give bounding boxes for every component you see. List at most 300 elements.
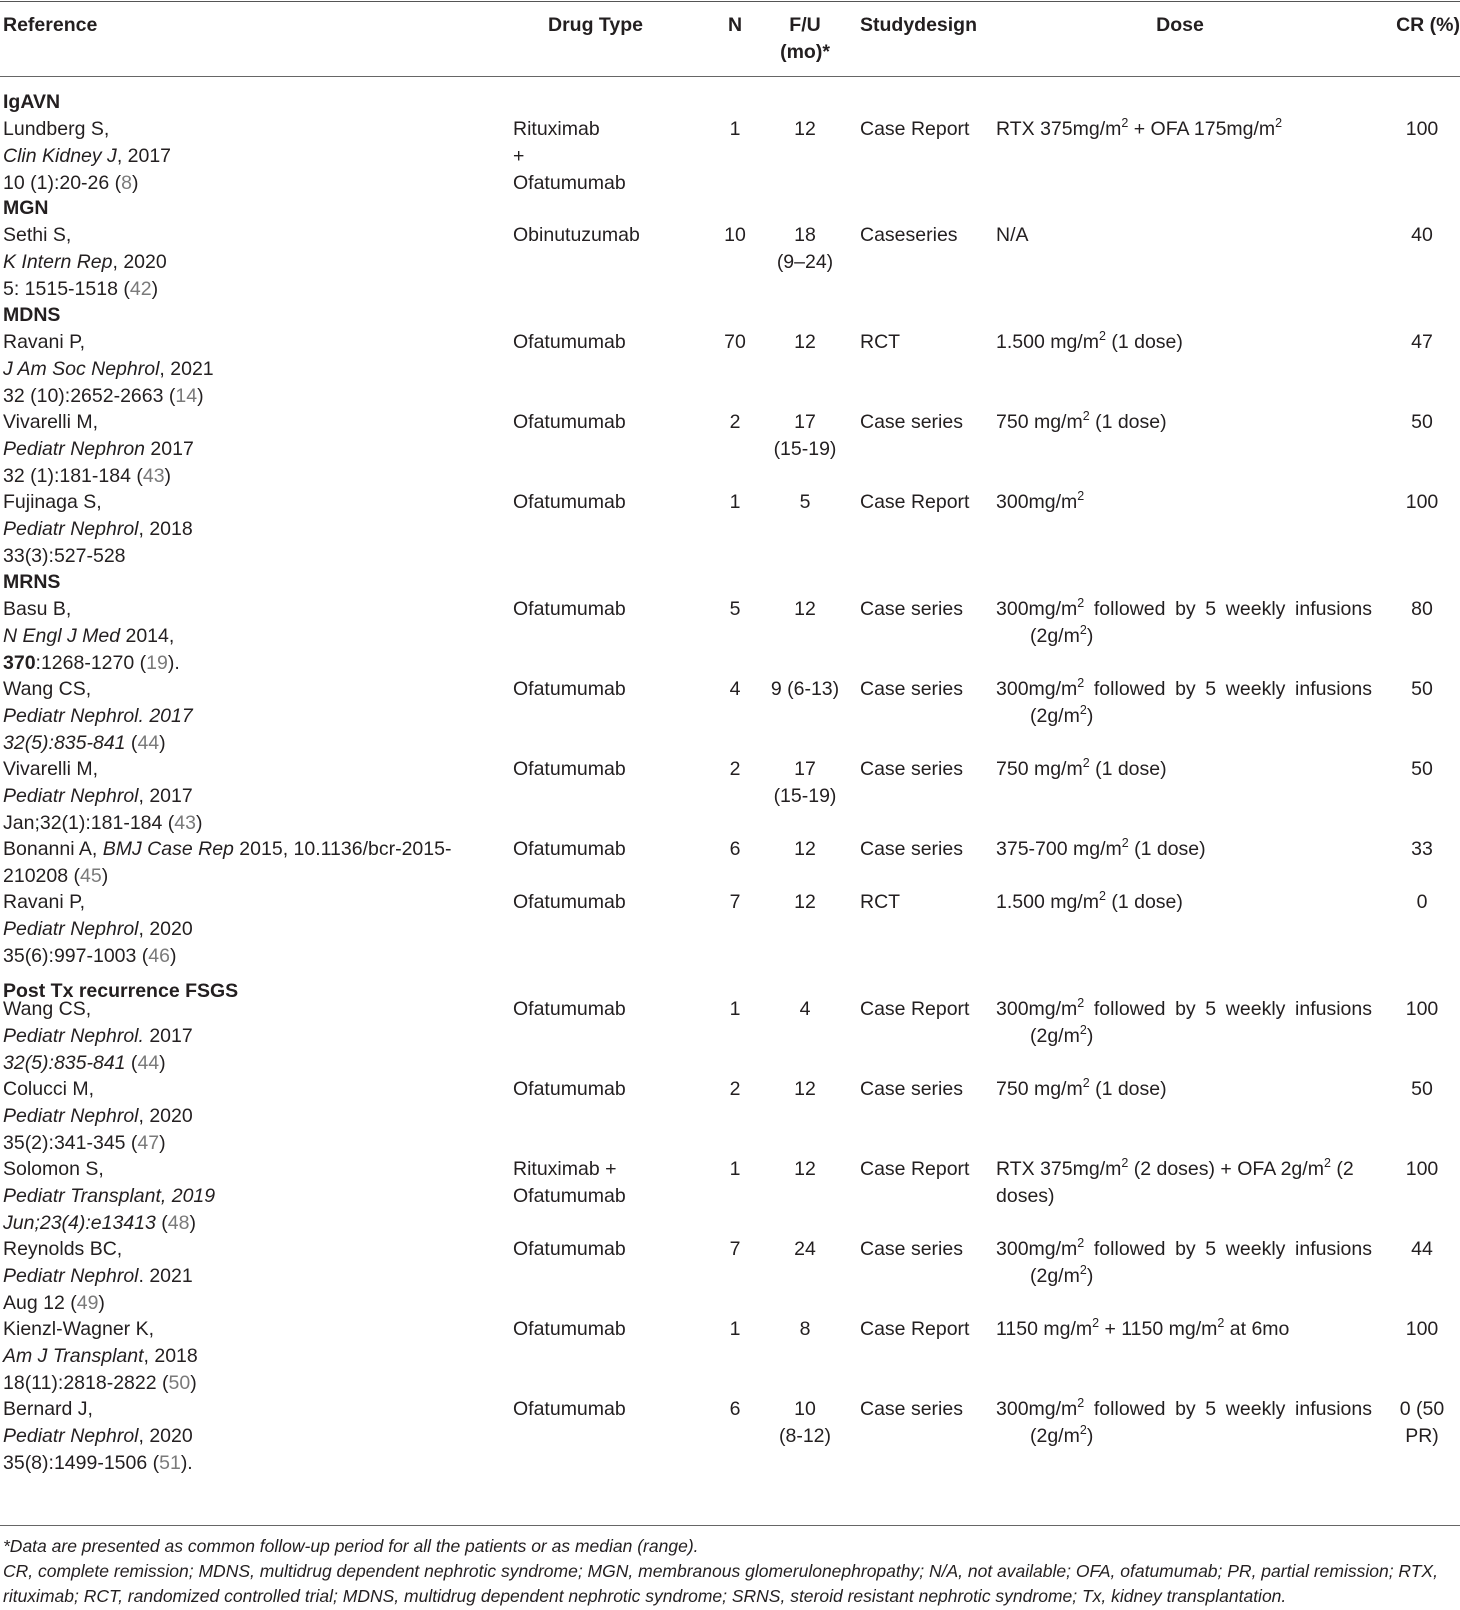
follow-up-cell: 4 — [799, 998, 811, 1020]
reference-volume: ( — [155, 1212, 168, 1235]
citation-number: 44 — [137, 1052, 160, 1075]
study-design-cell: Case series — [860, 678, 963, 700]
reference-volume-line — [3, 463, 483, 490]
dose-part-a: RTX 375mg/m — [996, 1158, 1122, 1180]
follow-up-cell: 10 (8-12) — [778, 1398, 832, 1448]
reference-author: Wang CS, — [3, 998, 92, 1020]
reference-journal-line — [3, 1263, 483, 1290]
drug-type-cell: Ofatumumab — [513, 891, 626, 913]
dose-cell — [996, 1236, 1372, 1290]
reference-volume-line — [3, 170, 483, 197]
dose-part-c: (2g/m — [1030, 1425, 1080, 1448]
citation-number: 45 — [79, 865, 102, 888]
reference-close: ) — [159, 1132, 166, 1155]
drug-type-cell: Ofatumumab — [513, 411, 626, 433]
dose-line-1 — [996, 596, 1372, 623]
reference-volume-line — [3, 276, 483, 303]
reference-volume-line — [3, 943, 483, 970]
follow-up-cell: 24 — [794, 1238, 816, 1260]
superscript-2: 2 — [1092, 1316, 1100, 1330]
reference-journal: Pediatr Nephron — [3, 438, 146, 461]
drug-type-cell: Ofatumumab — [513, 1318, 626, 1340]
dose-part-c: (2g/m — [1030, 625, 1080, 648]
reference-cell — [3, 116, 483, 198]
n-cell: 5 — [729, 598, 741, 620]
follow-up-cell: 12 — [794, 598, 816, 620]
reference-close: ) — [189, 1212, 196, 1235]
n-cell: 2 — [729, 758, 741, 780]
reference-year: , 2020 — [138, 918, 193, 941]
n-cell: 2 — [729, 411, 741, 433]
study-design-cell: Caseseries — [860, 224, 958, 246]
reference-year: 2017 — [143, 1025, 193, 1048]
dose-cell — [996, 116, 1372, 143]
dose-part-a: 1.500 mg/m — [996, 331, 1099, 353]
dose-part-b: (1 dose) — [1089, 758, 1167, 780]
dose-line-1 — [996, 996, 1372, 1023]
dose-cell — [996, 996, 1372, 1050]
footnote-abbreviations: CR, complete remission; MDNS, multidrug dependent nephrotic syndrome; MGN, membranous glomerulonephropathy; N/A, not available; OFA, ofatumumab; PR, partial remission; RTX, rituximab; RCT, randomized controlled trial; MDNS, multidrug dependent nephrotic syndrome; SRNS, steroid resistant nephrotic syndrome; Tx, kidney transplantation. — [3, 1561, 1438, 1606]
reference-journal-line — [3, 436, 483, 463]
n-cell: 1 — [729, 1318, 741, 1340]
reference-journal: BMJ Case Rep — [102, 838, 234, 860]
reference-journal: Pediatr Nephrol — [3, 918, 139, 941]
follow-up-cell: 8 — [799, 1318, 811, 1340]
superscript-2: 2 — [1077, 676, 1085, 690]
superscript-2: 2 — [1079, 1423, 1087, 1438]
reference-author — [3, 836, 483, 863]
section-mdns: MDNS — [3, 304, 61, 326]
dose-part-b: followed by 5 weekly infusions — [1084, 1398, 1372, 1420]
dose-line-2 — [996, 1263, 1372, 1290]
reference-volume: 35(2):341-345 ( — [3, 1132, 138, 1155]
citation-number: 19 — [146, 652, 168, 675]
dose-line-2 — [996, 1183, 1372, 1210]
reference-volume: 33(3):527-528 — [3, 545, 126, 568]
header-cr: CR (%) — [1396, 14, 1460, 36]
dose-cell — [996, 1396, 1372, 1450]
dose-cell — [996, 676, 1372, 730]
reference-year: , 2020 — [138, 1425, 193, 1448]
dose-line-1 — [996, 1396, 1372, 1423]
reference-close: ) — [101, 865, 109, 888]
follow-up-cell: 9 (6-13) — [770, 678, 840, 700]
dose-line-1 — [996, 1156, 1372, 1183]
cr-percent-cell: 100 — [1405, 1318, 1439, 1340]
cr-percent-cell: 44 — [1411, 1238, 1433, 1260]
follow-up-cell: 12 — [794, 331, 816, 353]
reference-author: Lundberg S, — [3, 118, 110, 140]
reference-journal: Pediatr Nephrol. 2017 — [3, 705, 193, 728]
superscript-2: 2 — [1121, 116, 1129, 130]
reference-journal-line — [3, 1103, 483, 1130]
dose-line-2 — [996, 1023, 1372, 1050]
reference-year: . 2021 — [138, 1265, 193, 1288]
dose-part-b: + 1150 mg/m — [1099, 1318, 1218, 1340]
superscript-2: 2 — [1077, 596, 1085, 610]
reference-journal: Pediatr Nephrol — [3, 1265, 139, 1288]
header-fu: F/U (mo)* — [780, 14, 830, 63]
reference-journal: Pediatr Nephrol — [3, 518, 139, 541]
reference-cell — [3, 489, 483, 571]
study-design-cell: Case Report — [860, 1318, 970, 1340]
drug-type-cell: Ofatumumab — [513, 758, 626, 780]
reference-cell — [3, 1236, 483, 1318]
reference-journal: Pediatr Nephrol — [3, 785, 139, 808]
reference-volume-line — [3, 1370, 483, 1397]
study-design-cell: Case series — [860, 598, 963, 620]
section-mrns: MRNS — [3, 571, 61, 593]
drug-type-cell: Ofatumumab — [513, 998, 626, 1020]
reference-author: Colucci M, — [3, 1078, 95, 1100]
reference-cell — [3, 1156, 483, 1238]
reference-volume: Jan;32(1):181-184 ( — [3, 812, 175, 835]
reference-journal-line — [3, 249, 483, 276]
reference-journal: J Am Soc Nephrol — [3, 358, 160, 381]
n-cell: 10 — [724, 224, 746, 246]
reference-author: Basu B, — [3, 598, 72, 620]
header-n: N — [727, 14, 743, 36]
superscript-2: 2 — [1079, 1023, 1087, 1038]
study-design-cell: Case series — [860, 1078, 963, 1100]
citation-number: 44 — [137, 732, 160, 755]
dose-part-a: 300mg/m — [996, 491, 1078, 513]
dose-part-a: 300mg/m — [996, 1238, 1078, 1260]
header-drug-type: Drug Type — [548, 14, 643, 36]
study-design-cell: Case Report — [860, 998, 970, 1020]
follow-up-cell: 12 — [794, 1158, 816, 1180]
reference-author: Reynolds BC, — [3, 1238, 123, 1260]
study-design-cell: Case series — [860, 838, 963, 860]
study-design-cell: Case Report — [860, 1158, 970, 1180]
n-cell: 4 — [729, 678, 741, 700]
cr-percent-cell: 100 — [1405, 491, 1439, 513]
reference-year: , 2021 — [159, 358, 214, 381]
reference-volume-line — [3, 1450, 483, 1477]
drug-type-cell: Ofatumumab — [513, 838, 626, 860]
dose-line-1 — [996, 676, 1372, 703]
reference-cell — [3, 889, 483, 971]
dose-cell — [996, 596, 1372, 650]
dose-part-d: doses) — [996, 1185, 1055, 1208]
dose-cell — [996, 1156, 1372, 1210]
reference-journal-line — [3, 1023, 483, 1050]
study-design-cell: Case Report — [860, 118, 970, 140]
study-design-cell: RCT — [860, 331, 901, 353]
reference-volume-line — [3, 810, 483, 837]
n-cell: 1 — [729, 998, 741, 1020]
superscript-2: 2 — [1217, 1316, 1225, 1330]
reference-volume: ( — [125, 1052, 138, 1075]
n-cell: 1 — [729, 118, 741, 140]
dose-part-a: 300mg/m — [996, 998, 1078, 1020]
citation-number: 47 — [137, 1132, 160, 1155]
reference-cell — [3, 1076, 483, 1158]
reference-close: ) — [98, 1292, 105, 1315]
reference-year: , 2017 — [138, 785, 193, 808]
citation-number: 14 — [175, 385, 198, 408]
reference-author: Vivarelli M, — [3, 411, 98, 433]
dose-part-b: (2 doses) + OFA 2g/m — [1128, 1158, 1324, 1180]
reference-volume: Aug 12 ( — [3, 1292, 77, 1315]
drug-type-cell: Ofatumumab — [513, 1398, 626, 1420]
reference-volume-italic: 32(5):835-841 — [3, 732, 126, 755]
reference-volume: 32 (10):2652-2663 ( — [3, 385, 176, 408]
reference-volume-line — [3, 1050, 483, 1077]
drug-type-cell: Obinutuzumab — [513, 224, 640, 246]
reference-cell — [3, 756, 483, 838]
superscript-2: 2 — [1077, 996, 1085, 1010]
dose-text: N/A — [996, 224, 1029, 246]
reference-volume-italic: Jun;23(4):e13413 — [3, 1212, 156, 1235]
dose-cell — [996, 222, 1372, 249]
citation-number: 43 — [142, 465, 165, 488]
dose-part-a: 300mg/m — [996, 598, 1078, 620]
follow-up-cell: 18 (9–24) — [776, 224, 834, 274]
reference-year: , 2018 — [143, 1345, 198, 1368]
reference-close: ). — [167, 652, 180, 675]
drug-type-cell: Ofatumumab — [513, 1238, 626, 1260]
reference-journal-line — [3, 1343, 483, 1370]
reference-journal-line — [3, 516, 483, 543]
citation-number: 42 — [129, 278, 152, 301]
reference-close: ) — [159, 1052, 166, 1075]
superscript-2: 2 — [1121, 836, 1129, 850]
reference-close: ) — [195, 812, 203, 835]
reference-journal: Pediatr Nephrol — [3, 1105, 139, 1128]
reference-volume-line — [3, 1290, 483, 1317]
cr-percent-cell: 50 — [1411, 758, 1433, 780]
follow-up-cell: 12 — [794, 118, 816, 140]
follow-up-cell: 17 (15-19) — [773, 758, 837, 808]
reference-author: Sethi S, — [3, 224, 72, 246]
cr-percent-cell: 33 — [1411, 838, 1433, 860]
reference-volume: 35(6):997-1003 ( — [3, 945, 149, 968]
superscript-2: 2 — [1077, 1396, 1085, 1410]
dose-part-b: (1 dose) — [1105, 891, 1183, 913]
header-dose: Dose — [1156, 14, 1204, 36]
reference-year: , 2018 — [138, 518, 193, 541]
reference-author: Bernard J, — [3, 1398, 93, 1420]
reference-volume-bold: 370 — [3, 652, 36, 675]
header-rule — [0, 76, 1460, 77]
reference-close: ) — [169, 945, 177, 968]
reference-year: 2015, 10.1136/bcr-2015- — [233, 838, 452, 860]
superscript-2: 2 — [1077, 1236, 1085, 1250]
reference-year: , 2020 — [112, 251, 167, 274]
reference-journal-line — [3, 916, 483, 943]
reference-author: Solomon S, — [3, 1158, 104, 1180]
table-top-rule — [0, 1, 1460, 2]
section-mgn: MGN — [3, 197, 49, 219]
dose-part-c: at 6mo — [1224, 1318, 1290, 1340]
dose-part-b: followed by 5 weekly infusions — [1084, 1238, 1372, 1260]
drug-type-cell: Ofatumumab — [513, 678, 626, 700]
section-post-tx-fsgs: Post Tx recurrence FSGS — [3, 980, 239, 1002]
reference-volume: 5: 1515-1518 ( — [3, 278, 130, 301]
reference-journal-line — [3, 623, 483, 650]
dose-part-d: ) — [1086, 1265, 1094, 1288]
footnote-data-note: *Data are presented as common follow-up period for all the patients or as median (range). — [3, 1536, 699, 1556]
dose-part-a: 750 mg/m — [996, 758, 1083, 780]
dose-part-a: 1150 mg/m — [996, 1318, 1093, 1340]
dose-cell — [996, 409, 1372, 436]
reference-cell — [3, 222, 483, 304]
dose-part-b: (1 dose) — [1089, 1078, 1167, 1100]
dose-line-2 — [996, 703, 1372, 730]
n-cell: 70 — [724, 331, 746, 353]
reference-author: Ravani P, — [3, 891, 86, 913]
drug-type-cell: Ofatumumab — [513, 1078, 626, 1100]
reference-cell — [3, 836, 483, 890]
dose-part-a: 300mg/m — [996, 1398, 1078, 1420]
superscript-2: 2 — [1079, 1263, 1087, 1278]
reference-year: , 2020 — [138, 1105, 193, 1128]
reference-volume: 10 (1):20-26 ( — [3, 172, 122, 195]
dose-part-d: ) — [1086, 1425, 1094, 1448]
drug-type-cell: Ofatumumab — [513, 491, 626, 513]
reference-close: ). — [180, 1452, 193, 1475]
reference-journal-line — [3, 1183, 483, 1210]
dose-part-d: ) — [1086, 1025, 1094, 1048]
reference-volume-line — [3, 383, 483, 410]
study-design-cell: Case Report — [860, 491, 970, 513]
study-design-cell: Case series — [860, 1238, 963, 1260]
reference-cell — [3, 596, 483, 678]
n-cell: 6 — [729, 1398, 741, 1420]
superscript-2: 2 — [1079, 623, 1087, 638]
reference-volume-line — [3, 863, 483, 890]
reference-journal: Am J Transplant — [3, 1345, 144, 1368]
superscript-2: 2 — [1121, 1156, 1129, 1170]
reference-journal: Pediatr Transplant, 2019 — [3, 1185, 216, 1208]
dose-line-1 — [996, 1236, 1372, 1263]
superscript-2: 2 — [1323, 1156, 1331, 1170]
superscript-2: 2 — [1098, 329, 1106, 343]
cr-percent-cell: 40 — [1411, 224, 1433, 246]
dose-part-a: 750 mg/m — [996, 1078, 1083, 1100]
dose-part-a: 1.500 mg/m — [996, 891, 1099, 913]
dose-cell — [996, 756, 1372, 783]
dose-part-a: RTX 375mg/m — [996, 118, 1122, 140]
reference-year: 2014, — [120, 625, 175, 648]
study-design-cell: Case series — [860, 758, 963, 780]
cr-percent-cell: 50 — [1411, 678, 1433, 700]
dose-part-c: (2g/m — [1030, 1025, 1080, 1048]
study-design-cell: Case series — [860, 1398, 963, 1420]
citation-number: 43 — [174, 812, 196, 835]
reference-journal: K Intern Rep — [3, 251, 113, 274]
dose-cell — [996, 836, 1372, 863]
drug-type-cell: Rituximab + Ofatumumab — [513, 118, 626, 195]
drug-type-cell: Rituximab + Ofatumumab — [513, 1158, 626, 1208]
superscript-2: 2 — [1082, 409, 1090, 423]
table-bottom-rule — [0, 1525, 1460, 1526]
n-cell: 7 — [729, 1238, 741, 1260]
section-igavn: IgAVN — [3, 91, 61, 113]
dose-cell — [996, 1076, 1372, 1103]
dose-part-c: (2g/m — [1030, 1265, 1080, 1288]
follow-up-cell: 17 (15-19) — [773, 411, 837, 461]
header-studydesign: Studydesign — [860, 14, 978, 36]
reference-close: ) — [132, 172, 139, 195]
reference-journal-line — [3, 783, 483, 810]
reference-year: 2017 — [145, 438, 194, 461]
reference-year: , 2017 — [116, 145, 172, 168]
superscript-2: 2 — [1275, 116, 1283, 130]
superscript-2: 2 — [1082, 1076, 1090, 1090]
reference-cell — [3, 996, 483, 1078]
reference-volume-line — [3, 1210, 483, 1237]
dose-part-b: followed by 5 weekly infusions — [1084, 678, 1372, 700]
reference-close: ) — [197, 385, 204, 408]
reference-volume: ( — [125, 732, 138, 755]
follow-up-cell: 12 — [794, 1078, 816, 1100]
dose-line-2 — [996, 1423, 1372, 1450]
cr-percent-cell: 0 — [1416, 891, 1428, 913]
dose-part-d: ) — [1086, 705, 1094, 728]
reference-journal-line — [3, 1423, 483, 1450]
reference-volume: :1268-1270 ( — [35, 652, 147, 675]
citation-number: 48 — [167, 1212, 190, 1235]
cr-percent-cell: 100 — [1405, 118, 1439, 140]
reference-volume: 18(11):2818-2822 ( — [3, 1372, 169, 1395]
dose-part-a: 750 mg/m — [996, 411, 1083, 433]
reference-journal: Pediatr Nephrol — [3, 1425, 139, 1448]
reference-cell — [3, 409, 483, 491]
reference-cell — [3, 1316, 483, 1398]
reference-volume-line — [3, 543, 483, 570]
dose-line-2 — [996, 623, 1372, 650]
reference-journal: Clin Kidney J — [3, 145, 117, 168]
citation-number: 8 — [121, 172, 133, 195]
dose-part-b: followed by 5 weekly infusions — [1084, 998, 1372, 1020]
dose-part-b: followed by 5 weekly infusions — [1084, 598, 1372, 620]
cr-percent-cell: 0 (50 PR) — [1399, 1398, 1445, 1448]
reference-volume: 210208 ( — [3, 865, 80, 888]
dose-cell — [996, 489, 1372, 516]
reference-author: Ravani P, — [3, 331, 86, 353]
drug-type-cell: Ofatumumab — [513, 598, 626, 620]
dose-part-b: (1 dose) — [1105, 331, 1183, 353]
superscript-2: 2 — [1082, 756, 1090, 770]
reference-author-text: Bonanni A, — [3, 838, 103, 860]
reference-journal-line — [3, 703, 483, 730]
reference-journal-line — [3, 356, 483, 383]
dose-part-b: (1 dose) — [1128, 838, 1206, 860]
dose-part-d: ) — [1086, 625, 1094, 648]
dose-cell — [996, 1316, 1372, 1343]
reference-volume-line — [3, 650, 483, 677]
header-reference: Reference — [3, 14, 98, 36]
n-cell: 7 — [729, 891, 741, 913]
reference-volume: 32 (1):181-184 ( — [3, 465, 143, 488]
reference-author: Kienzl-Wagner K, — [3, 1318, 155, 1340]
cr-percent-cell: 100 — [1405, 1158, 1439, 1180]
citation-number: 50 — [168, 1372, 191, 1395]
reference-journal: Pediatr Nephrol. — [3, 1025, 144, 1048]
reference-close: ) — [190, 1372, 197, 1395]
drug-type-cell: Ofatumumab — [513, 331, 626, 353]
reference-cell — [3, 329, 483, 411]
n-cell: 1 — [729, 491, 741, 513]
reference-journal-line — [3, 143, 483, 170]
study-design-cell: Case series — [860, 411, 963, 433]
reference-cell — [3, 1396, 483, 1478]
dose-part-c: (2 — [1330, 1158, 1354, 1180]
reference-close: ) — [164, 465, 172, 488]
dose-cell — [996, 329, 1372, 356]
